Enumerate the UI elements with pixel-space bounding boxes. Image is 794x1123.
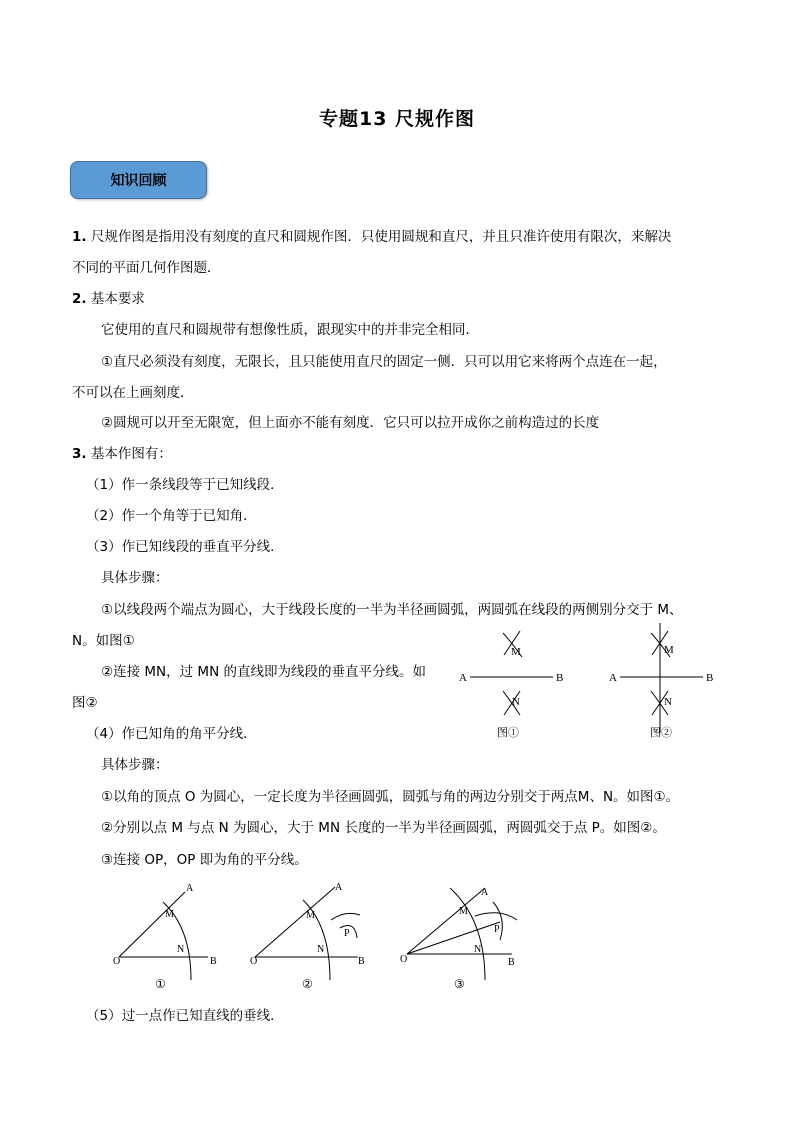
angle-fig3-label-b: B bbox=[508, 957, 515, 968]
item-4-step-2: ②分别以点 M 与点 N 为圆心，大于 MN 长度的一半为半径画圆弧，两圆弧交于点 P。如图②。 bbox=[101, 820, 666, 836]
bisector-fig2-label-a: A bbox=[609, 672, 617, 684]
paragraph-1-line-1 bbox=[72, 228, 671, 246]
angle-fig2-caption: ② bbox=[302, 977, 313, 991]
angle-fig3-label-m: M bbox=[459, 906, 468, 917]
angle-fig3-arc-p1 bbox=[475, 913, 517, 920]
angle-fig2-label-b: B bbox=[358, 956, 365, 967]
construction-item-1: （1）作一条线段等于已知线段． bbox=[86, 477, 284, 493]
angle-fig2-label-p: P bbox=[344, 928, 350, 939]
paragraph-1-text: 尺规作图是指用没有刻度的直尺和圆规作图．只使用圆规和直尺，并且只准许使用有限次，来解决 bbox=[90, 229, 672, 245]
paragraph-2-item-1-line-2: 不可以在上画刻度． bbox=[72, 385, 194, 401]
paragraph-3-number: 3. bbox=[72, 446, 87, 462]
page-title: 专题13 尺规作图 bbox=[318, 108, 476, 130]
angle-fig3-label-o: O bbox=[400, 954, 408, 965]
construction-item-2: （2）作一个角等于已知角． bbox=[86, 508, 257, 524]
angle-fig2-label-o: O bbox=[250, 956, 258, 967]
angle-fig3-label-a: A bbox=[481, 887, 489, 898]
angle-fig1-label-n: N bbox=[177, 944, 185, 955]
item-4-step-1: ①以角的顶点 O 为圆心，一定长度为半径画圆弧，圆弧与角的两边分别交于两点M、N。如图①。 bbox=[101, 789, 680, 805]
steps-label-1: 具体步骤： bbox=[101, 570, 169, 586]
angle-fig2-label-a: A bbox=[335, 882, 343, 893]
paragraph-1-line-2: 不同的平面几何作图题． bbox=[72, 260, 221, 276]
construction-item-3: （3）作已知线段的垂直平分线． bbox=[86, 539, 284, 555]
item-3-step-2-line-2: 图② bbox=[72, 695, 98, 711]
construction-item-5: （5）过一点作已知直线的垂线． bbox=[86, 1008, 284, 1024]
paragraph-2-item-2: ②圆规可以开至无限宽，但上面亦不能有刻度．它只可以拉开成你之前构造过的长度 bbox=[101, 415, 600, 431]
paragraph-2-number: 2. bbox=[72, 291, 87, 307]
angle-fig1-caption: ① bbox=[155, 977, 166, 991]
angle-fig1-label-b: B bbox=[210, 956, 217, 967]
bisector-fig1-label-b: B bbox=[556, 672, 564, 684]
steps-label-2: 具体步骤： bbox=[101, 757, 169, 773]
bisector-fig2-label-n: N bbox=[664, 696, 672, 708]
item-3-step-1-line-2: N。如图① bbox=[72, 633, 135, 649]
item-4-step-3: ③连接 OP，OP 即为角的平分线。 bbox=[101, 852, 308, 868]
angle-fig3-label-n: N bbox=[474, 944, 482, 955]
bisector-fig1-label-a: A bbox=[459, 672, 467, 684]
bisector-fig2-label-b: B bbox=[706, 672, 714, 684]
item-3-step-2-line-1: ②连接 MN，过 MN 的直线即为线段的垂直平分线。如 bbox=[101, 664, 426, 680]
angle-fig3-bisector-op bbox=[407, 922, 500, 954]
item-3-step-1-line-1: ①以线段两个端点为圆心，大于线段长度的一半为半径画圆弧，两圆弧在线段的两侧别分交于 M、 bbox=[101, 602, 683, 618]
paragraph-3-title: 基本作图有： bbox=[90, 446, 172, 462]
paragraph-2-item-1-line-1: ①直尺必须没有刻度，无限长，且只能使用直尺的固定一侧．只可以用它来将两个点连在一起， bbox=[101, 354, 667, 370]
paragraph-2-title: 基本要求 bbox=[90, 291, 145, 307]
bisector-fig1-caption: 图① bbox=[497, 727, 519, 739]
angle-fig3-label-p: P bbox=[494, 924, 500, 935]
bisector-fig1-label-m: M bbox=[511, 646, 521, 658]
angle-fig1-label-m: M bbox=[165, 909, 174, 920]
paragraph-1-number: 1. bbox=[72, 229, 87, 245]
section-badge: 知识回顾 bbox=[70, 161, 207, 199]
angle-fig3-arc bbox=[450, 888, 485, 980]
construction-item-4: （4）作已知角的角平分线． bbox=[86, 726, 257, 742]
bisector-fig2-caption: 图② bbox=[650, 727, 672, 739]
bisector-figure bbox=[450, 615, 740, 745]
angle-bisector-figure bbox=[105, 880, 535, 995]
angle-fig2-label-m: M bbox=[306, 910, 315, 921]
angle-fig1-label-o: O bbox=[113, 956, 121, 967]
angle-fig2-arc-p1 bbox=[331, 913, 360, 920]
bisector-fig2-label-m: M bbox=[664, 644, 674, 656]
paragraph-2-intro: 它使用的直尺和圆规带有想像性质，跟现实中的并非完全相同． bbox=[101, 322, 479, 338]
angle-fig2-label-n: N bbox=[317, 944, 325, 955]
angle-fig3-caption: ③ bbox=[454, 977, 465, 991]
angle-fig1-side-oa bbox=[119, 892, 185, 957]
paragraph-3-heading bbox=[72, 445, 172, 463]
angle-fig1-label-a: A bbox=[186, 883, 194, 894]
bisector-fig1-label-n: N bbox=[512, 696, 520, 708]
paragraph-2-heading bbox=[72, 290, 145, 308]
